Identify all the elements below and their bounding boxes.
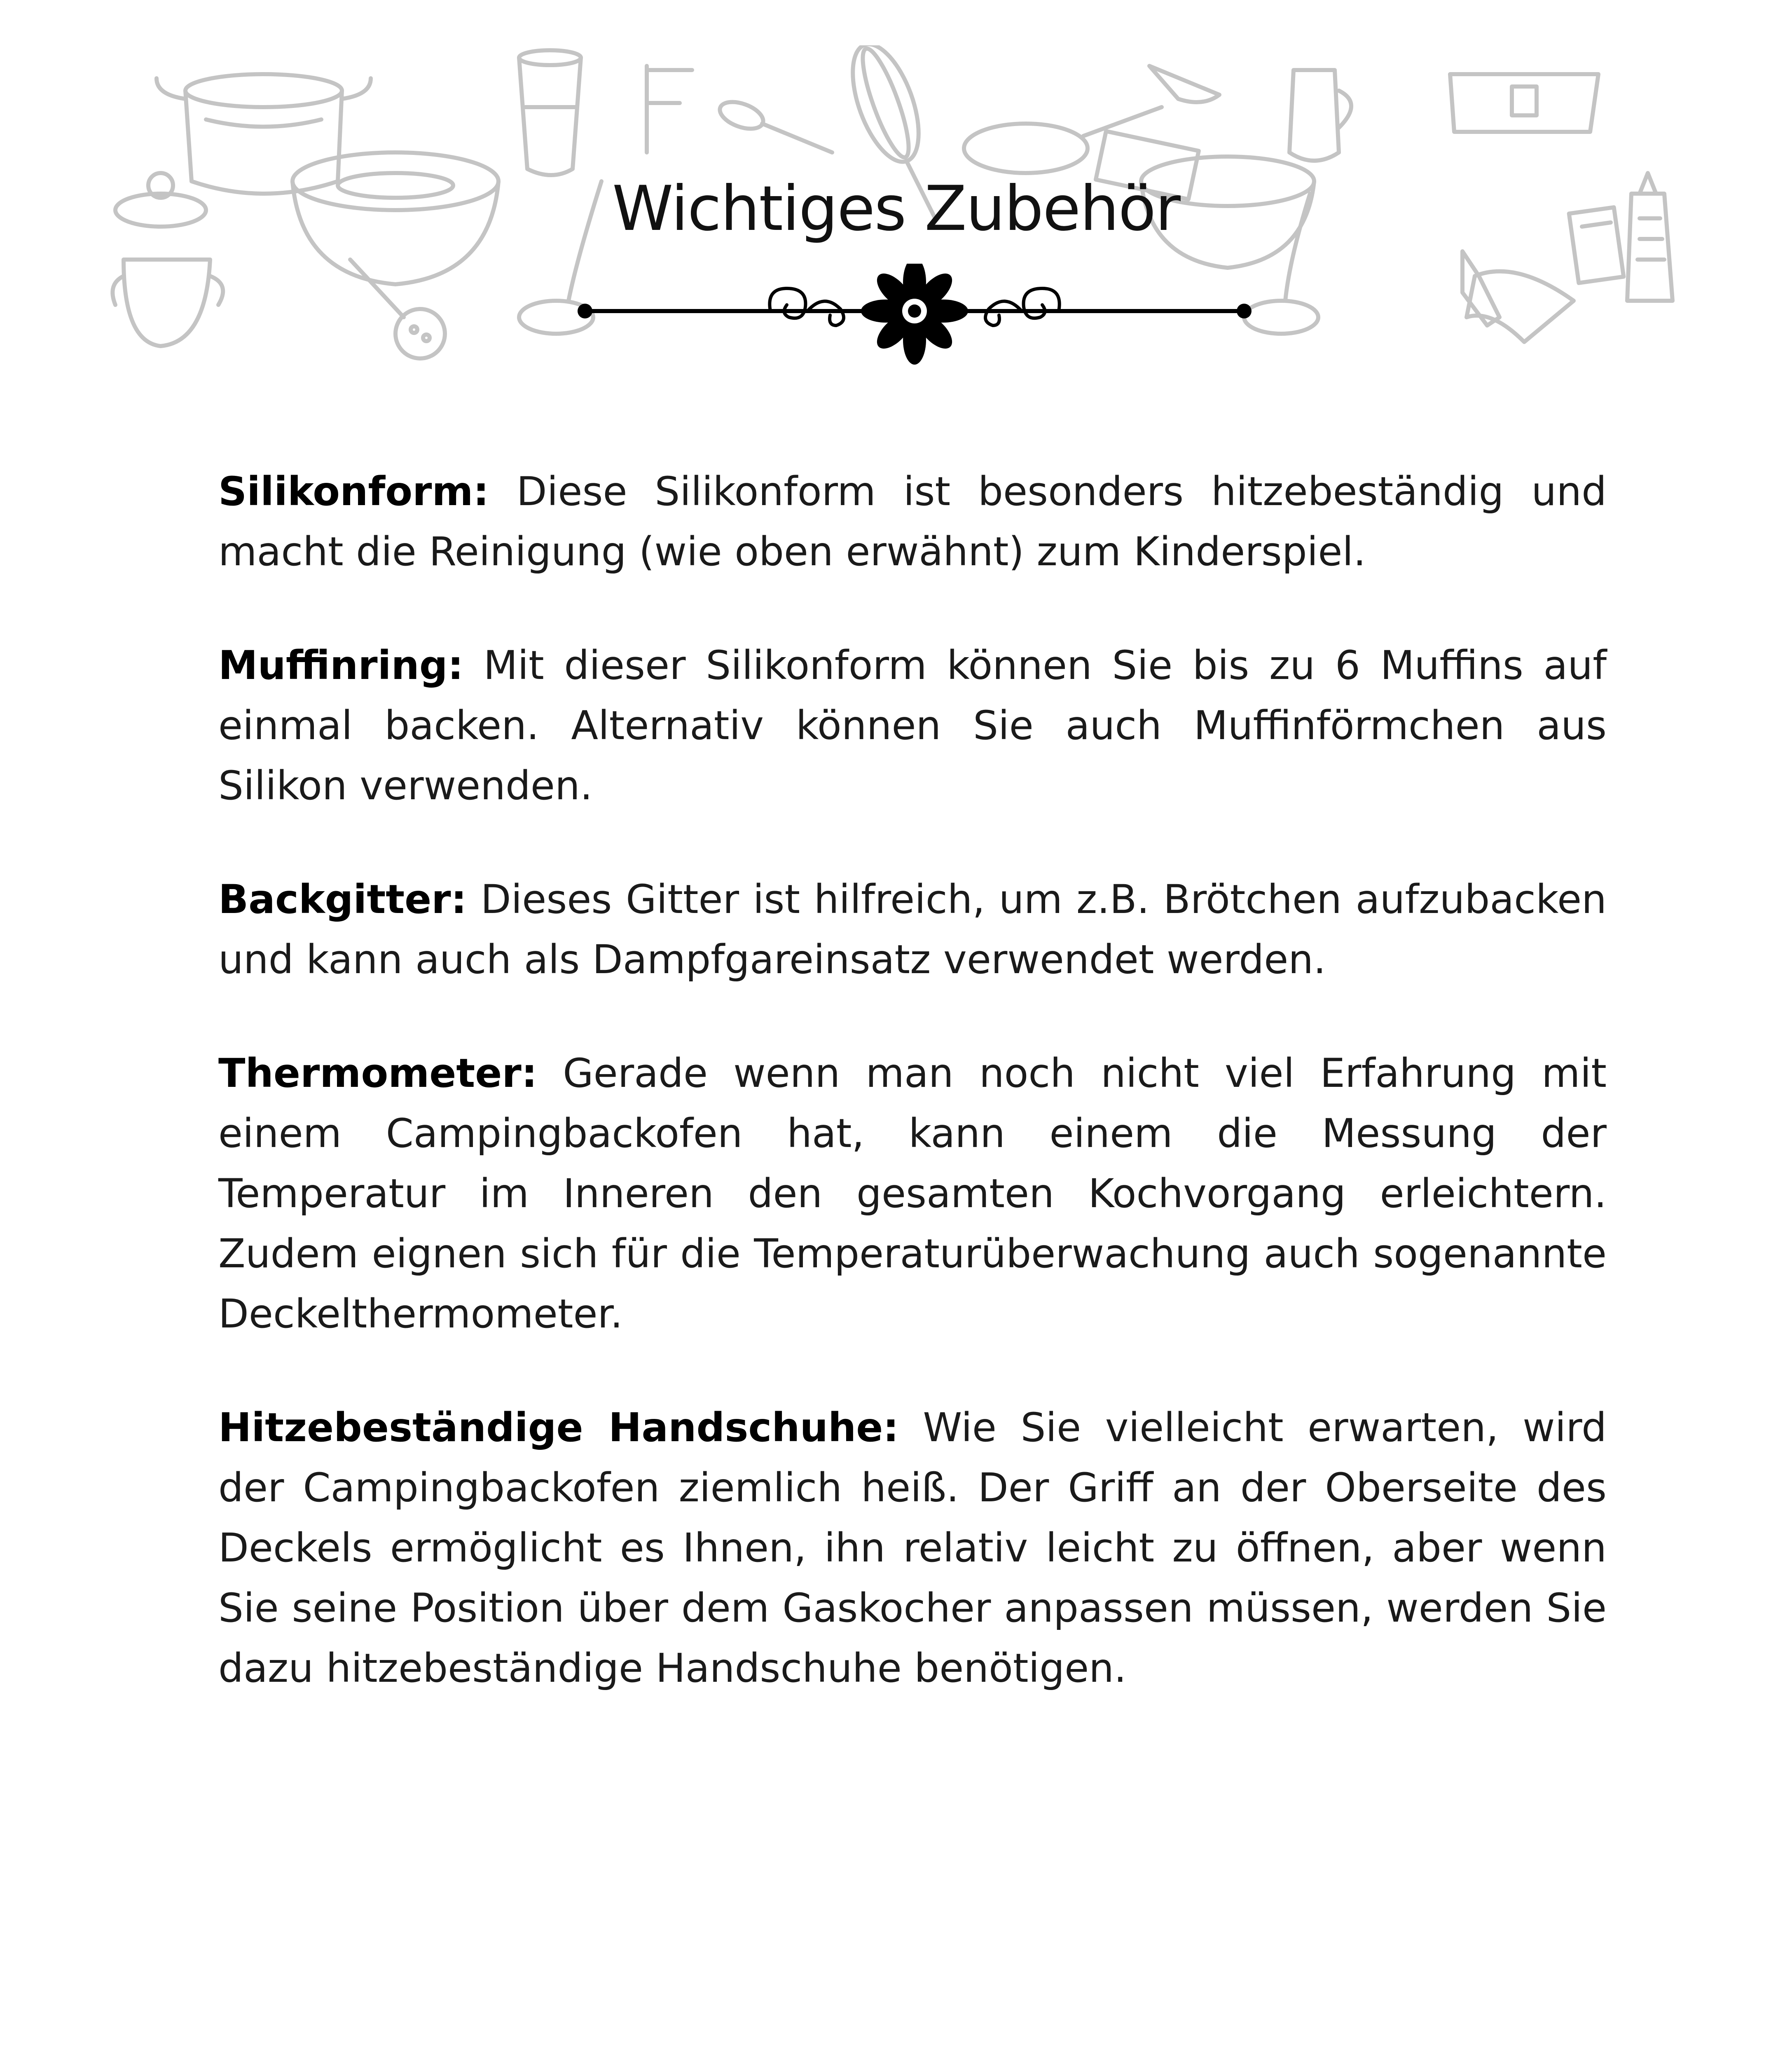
section-backgitter xyxy=(218,869,1607,990)
main-content xyxy=(218,461,1607,1752)
section-thermometer xyxy=(218,1043,1607,1344)
jug-icon xyxy=(1289,70,1351,161)
cloth-icon xyxy=(1467,272,1574,342)
glass-icon xyxy=(519,50,581,175)
section-silikonform xyxy=(218,461,1607,582)
page-title: Wichtiges Zubehör xyxy=(612,173,1180,245)
section-text: Mit dieser Silikonform können Sie bis zu 6 Muffins auf einmal backen. Alternativ können Sie auch Muffinförmchen aus Silikon verwenden. xyxy=(218,642,1607,809)
section-muffinring xyxy=(218,635,1607,816)
flower-ornament-icon xyxy=(861,264,968,365)
section-term: Backgitter: xyxy=(218,876,467,922)
section-term: Muffinring: xyxy=(218,642,463,688)
knife-icon xyxy=(1149,66,1219,102)
section-term: Silikonform: xyxy=(218,468,489,515)
section-text: Gerade wenn man noch nicht viel Erfahrung mit einem Campingbackofen hat, kann einem die Messung der Temperatur im Inneren den gesamten Kochvorgang erleichtern. Zudem eignen sich für die Temperaturüberwachung auch sogenannte Deckelthermometer. xyxy=(218,1050,1607,1337)
pepper-mill-icon xyxy=(1462,251,1500,325)
frying-pan-icon xyxy=(964,107,1162,173)
title-divider-ornament xyxy=(577,264,1252,371)
section-term: Hitzebeständige Handschuhe: xyxy=(218,1405,899,1451)
section-text: Wie Sie vielleicht erwarten, wird der Campingbackofen ziemlich heiß. Der Griff an der Oberseite des Deckels ermöglicht es Ihnen, ihn relativ leicht zu öffnen, aber wenn Sie seine Position über dem Gaskocher anpassen müssen, werden Sie dazu hitzebeständige Handschuhe benötigen. xyxy=(218,1405,1607,1691)
springform-icon xyxy=(1450,74,1598,132)
section-term: Thermometer: xyxy=(218,1050,538,1096)
section-text: Dieses Gitter ist hilfreich, um z.B. Brötchen aufzubacken und kann auch als Dampfgareinsatz verwendet werden. xyxy=(218,876,1607,983)
spoon-icon xyxy=(716,97,832,152)
section-handschuhe xyxy=(218,1398,1607,1698)
spatula-icon xyxy=(647,66,692,152)
skimmer-icon xyxy=(350,260,445,358)
section-text: Diese Silikonform ist besonders hitzebeständig und macht die Reinigung (wie oben erwähnt) zum Kinderspiel. xyxy=(218,468,1607,575)
